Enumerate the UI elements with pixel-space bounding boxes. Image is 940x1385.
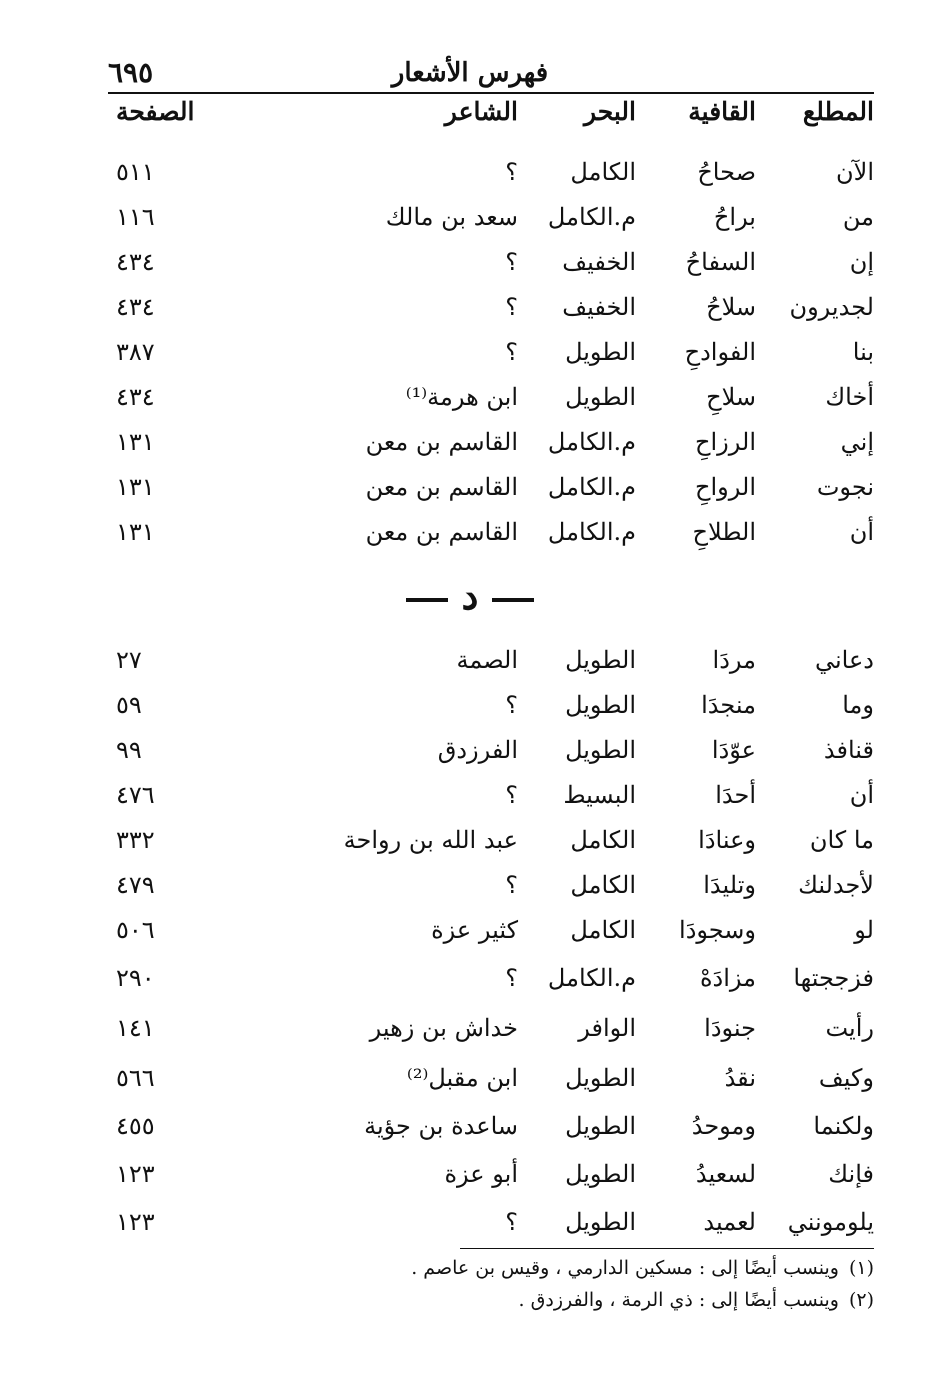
section-heading xyxy=(0,572,940,620)
qafia-cell: الفوادحِ xyxy=(684,338,756,366)
poet-cell: القاسم بن معن xyxy=(365,473,518,501)
qafia-cell: وسجودَا xyxy=(679,916,756,944)
table-row xyxy=(108,958,874,998)
table-row xyxy=(108,820,874,860)
bahr-cell: م.الكامل xyxy=(547,518,636,546)
table-row xyxy=(108,640,874,680)
matla-cell: أخاك xyxy=(825,383,874,411)
page-cell: ٥٩ xyxy=(116,691,142,719)
matla-cell: لأجدلنك xyxy=(798,871,874,899)
bahr-cell: الطويل xyxy=(565,1064,636,1092)
section-dash xyxy=(406,598,448,602)
matla-cell: لجديرون xyxy=(789,293,874,321)
qafia-cell: نقدُ xyxy=(724,1064,756,1092)
footnote xyxy=(300,1286,874,1314)
page-cell: ١٤١ xyxy=(116,1014,155,1042)
page-cell: ١٣١ xyxy=(116,428,155,456)
page-cell: ١٣١ xyxy=(116,518,155,546)
matla-cell: يلومونني xyxy=(787,1208,874,1236)
qafia-cell: وتليدَا xyxy=(703,871,756,899)
qafia-cell: الرواحِ xyxy=(695,473,756,501)
table-row xyxy=(108,1106,874,1146)
column-headers xyxy=(108,92,874,132)
poet-cell: ؟ xyxy=(505,691,518,719)
table-row xyxy=(108,1154,874,1194)
bahr-cell: الكامل xyxy=(570,916,636,944)
page-cell: ٤٣٤ xyxy=(116,248,155,276)
poet-cell: ؟ xyxy=(505,158,518,186)
bahr-cell: الكامل xyxy=(570,158,636,186)
qafia-cell: مردَا xyxy=(712,646,756,674)
matla-cell: أن xyxy=(849,781,874,809)
bahr-cell: الطويل xyxy=(565,646,636,674)
poet-cell: الصمة xyxy=(456,646,518,674)
page-cell: ٥١١ xyxy=(116,158,155,186)
column-header-page: الصفحة xyxy=(116,97,195,126)
column-header-matla: المطلع xyxy=(802,97,874,126)
matla-cell: إن xyxy=(849,248,874,276)
column-header-qafia: القافية xyxy=(688,97,756,126)
matla-cell: وما xyxy=(842,691,874,719)
poet-cell: القاسم بن معن xyxy=(365,518,518,546)
table-row xyxy=(108,197,874,237)
table-row xyxy=(108,467,874,507)
bahr-cell: الكامل xyxy=(570,871,636,899)
page-cell: ٤٥٥ xyxy=(116,1112,155,1140)
footnote-number: (٢) xyxy=(848,1289,874,1311)
page-cell: ٤٧٦ xyxy=(116,781,155,809)
page-cell: ٣٨٧ xyxy=(116,338,155,366)
table-row xyxy=(108,152,874,192)
bahr-cell: الخفيف xyxy=(562,293,636,321)
poet-cell: خداش بن زهير xyxy=(369,1014,518,1042)
qafia-cell: وعنادَا xyxy=(698,826,756,854)
page-number: ٦٩٥ xyxy=(108,56,154,89)
table-row xyxy=(108,775,874,815)
table-row xyxy=(108,422,874,462)
page-cell: ١٢٣ xyxy=(116,1160,155,1188)
section-letter: د xyxy=(461,573,479,618)
footnote-text: وينسب أيضًا إلى : ذي الرمة ، والفرزدق . xyxy=(518,1289,839,1311)
qafia-cell: لسعيدُ xyxy=(695,1160,756,1188)
qafia-cell: جنودَا xyxy=(704,1014,756,1042)
bahr-cell: الوافر xyxy=(578,1014,636,1042)
table-row xyxy=(108,332,874,372)
table-row xyxy=(108,1202,874,1242)
qafia-cell: الرزاحِ xyxy=(695,428,756,456)
qafia-cell: وموحدُ xyxy=(691,1112,756,1140)
table-row xyxy=(108,1008,874,1048)
page-cell: ٤٣٤ xyxy=(116,383,155,411)
qafia-cell: براحُ xyxy=(713,203,756,231)
page-cell: ١١٦ xyxy=(116,203,155,231)
poet-cell: القاسم بن معن xyxy=(365,428,518,456)
bahr-cell: الطويل xyxy=(565,1208,636,1236)
poet-cell: كثير عزة xyxy=(431,916,518,944)
page-cell: ٢٧ xyxy=(116,646,142,674)
column-header-bahr: البحر xyxy=(583,97,636,126)
page-cell: ١٢٣ xyxy=(116,1208,155,1236)
poet-cell: الفرزدق xyxy=(437,736,518,764)
qafia-cell: عوّدَا xyxy=(711,736,756,764)
bahr-cell: البسيط xyxy=(563,781,636,809)
poet-cell: سعد بن مالك xyxy=(385,203,518,231)
matla-cell: دعاني xyxy=(814,646,874,674)
page-cell: ٩٩ xyxy=(116,736,142,764)
qafia-cell: سلاحِ xyxy=(706,383,756,411)
table-row xyxy=(108,910,874,950)
matla-cell: إني xyxy=(840,428,874,456)
page-cell: ٥٦٦ xyxy=(116,1064,155,1092)
poet-cell: ؟ xyxy=(505,293,518,321)
qafia-cell: الطلاحِ xyxy=(692,518,756,546)
table-row xyxy=(108,287,874,327)
matla-cell: نجوت xyxy=(816,473,874,501)
page-title: فهرس الأشعار xyxy=(391,58,549,88)
qafia-cell: منجدَا xyxy=(701,691,756,719)
matla-cell: ولكنما xyxy=(813,1112,874,1140)
qafia-cell: مزادَهْ xyxy=(699,964,756,992)
qafia-cell: لعميد xyxy=(703,1208,756,1236)
table-row xyxy=(108,242,874,282)
matla-cell: قنافذ xyxy=(823,736,874,764)
poet-cell: ؟ xyxy=(505,248,518,276)
poet-cell: ساعدة بن جؤية xyxy=(364,1112,518,1140)
matla-cell: رأيت xyxy=(825,1014,874,1042)
bahr-cell: الطويل xyxy=(565,338,636,366)
poet-cell: ؟ xyxy=(505,1208,518,1236)
table-row xyxy=(108,1058,874,1098)
bahr-cell: الطويل xyxy=(565,383,636,411)
section-dash xyxy=(492,598,534,602)
table-row xyxy=(108,377,874,417)
page-cell: ٤٣٤ xyxy=(116,293,155,321)
matla-cell: أن xyxy=(849,518,874,546)
poet-cell: ابن هرمة⁽¹⁾ xyxy=(405,383,518,411)
table-row xyxy=(108,685,874,725)
footnote-number: (١) xyxy=(848,1257,874,1279)
page-cell: ٢٩٠ xyxy=(116,964,155,992)
column-header-poet: الشاعر xyxy=(444,97,518,126)
bahr-cell: الكامل xyxy=(570,826,636,854)
matla-cell: الآن xyxy=(836,158,874,186)
matla-cell: وكيف xyxy=(818,1064,874,1092)
table-row xyxy=(108,730,874,770)
poet-cell: ؟ xyxy=(505,338,518,366)
bahr-cell: م.الكامل xyxy=(547,964,636,992)
bahr-cell: الخفيف xyxy=(562,248,636,276)
table-row xyxy=(108,865,874,905)
matla-cell: فزججتها xyxy=(793,964,874,992)
bahr-cell: م.الكامل xyxy=(547,203,636,231)
table-row xyxy=(108,512,874,552)
poet-cell: عبد الله بن رواحة xyxy=(343,826,518,854)
poet-cell: أبو عزة xyxy=(444,1160,518,1188)
bahr-cell: م.الكامل xyxy=(547,428,636,456)
poet-cell: ؟ xyxy=(505,781,518,809)
qafia-cell: أحدَا xyxy=(715,781,756,809)
page-cell: ١٣١ xyxy=(116,473,155,501)
matla-cell: من xyxy=(842,203,874,231)
bahr-cell: الطويل xyxy=(565,1112,636,1140)
page-cell: ٣٣٢ xyxy=(116,826,155,854)
matla-cell: لو xyxy=(854,916,874,944)
qafia-cell: سلاحُ xyxy=(706,293,756,321)
poet-cell: ؟ xyxy=(505,871,518,899)
bahr-cell: الطويل xyxy=(565,736,636,764)
bahr-cell: الطويل xyxy=(565,691,636,719)
footnote-text: وينسب أيضًا إلى : مسكين الدارمي ، وقيس بن عاصم . xyxy=(411,1257,839,1279)
matla-cell: فإنك xyxy=(828,1160,874,1188)
bahr-cell: الطويل xyxy=(565,1160,636,1188)
page-cell: ٥٠٦ xyxy=(116,916,155,944)
qafia-cell: صحاحُ xyxy=(697,158,756,186)
matla-cell: ما كان xyxy=(809,826,874,854)
qafia-cell: السفاحُ xyxy=(685,248,756,276)
footnote xyxy=(300,1254,874,1282)
matla-cell: بنا xyxy=(852,338,874,366)
bahr-cell: م.الكامل xyxy=(547,473,636,501)
poet-cell: ؟ xyxy=(505,964,518,992)
footnote-rule xyxy=(460,1248,874,1249)
page-cell: ٤٧٩ xyxy=(116,871,155,899)
poet-cell: ابن مقبل⁽²⁾ xyxy=(406,1064,518,1092)
